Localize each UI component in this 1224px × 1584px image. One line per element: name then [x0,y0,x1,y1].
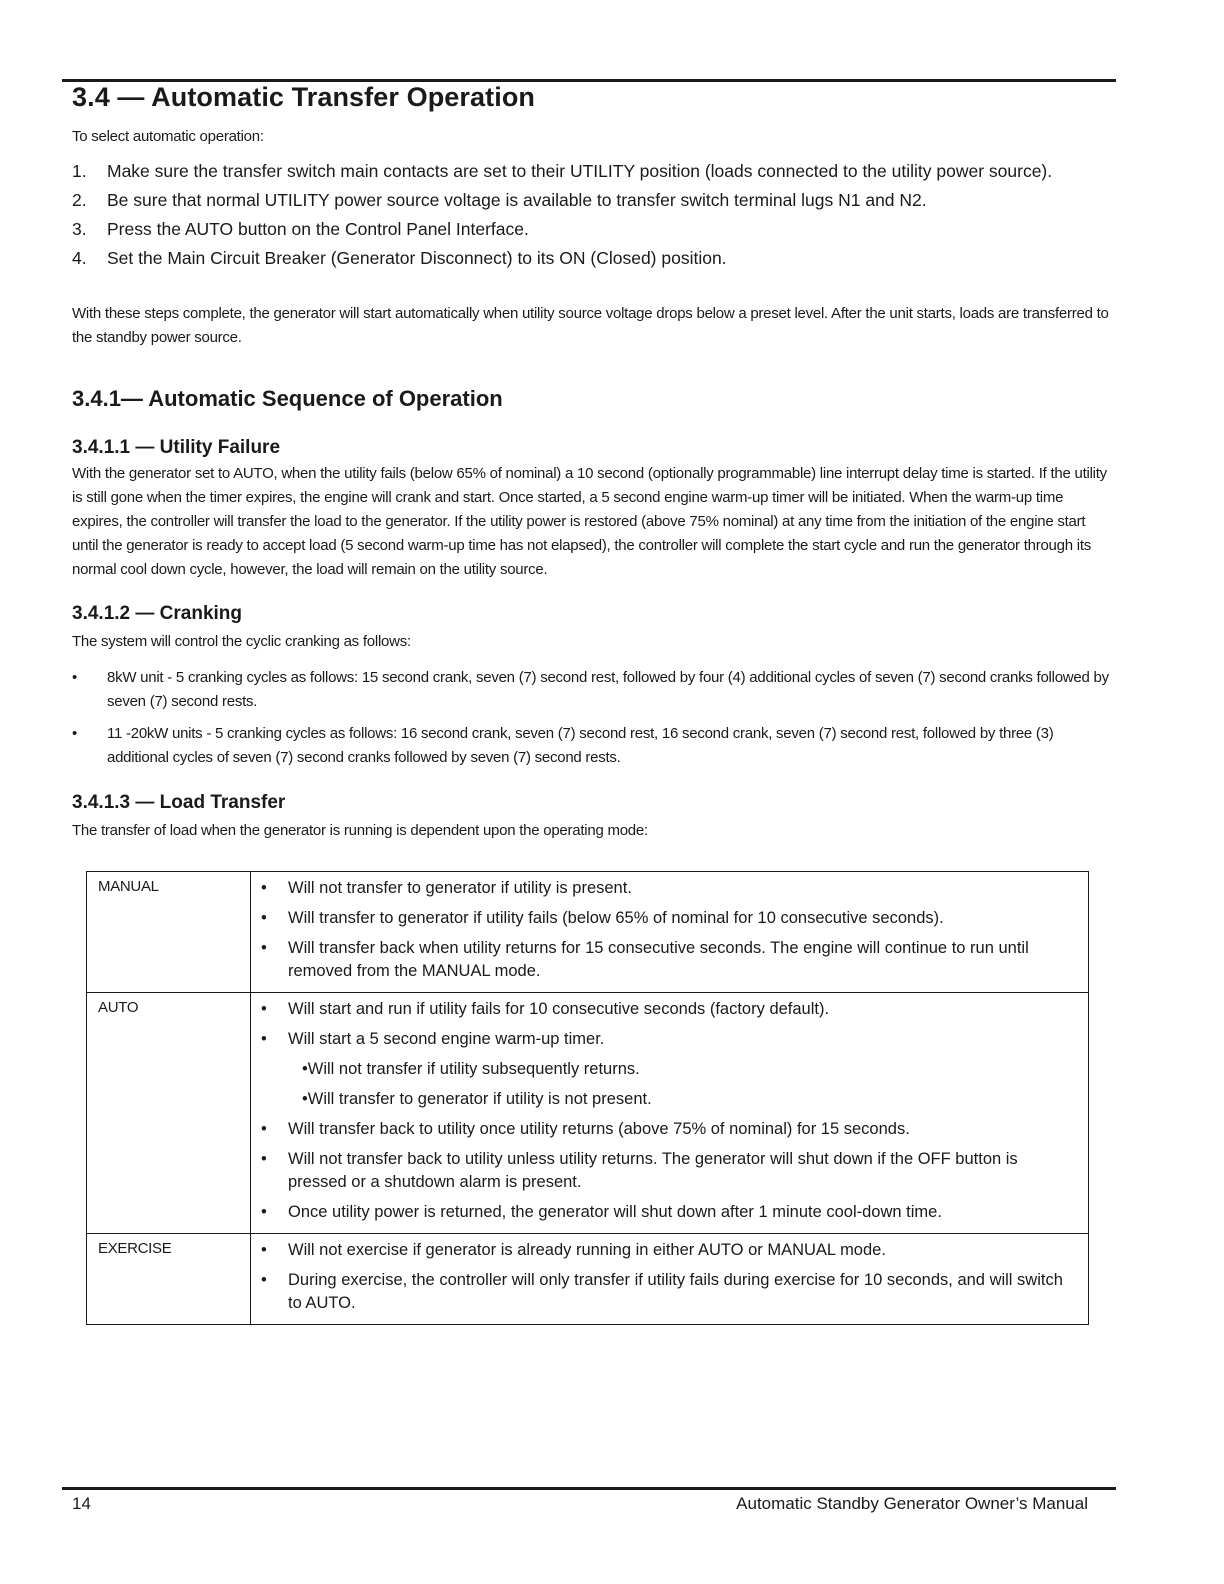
bullet-icon: • [261,1203,267,1221]
rule-item [261,937,1076,983]
rule-text: •Will transfer to generator if utility is not present. [302,1090,652,1108]
rule-text: Will transfer to generator if utility fails (below 65% of nominal for 10 consecutive seconds). [288,909,944,927]
table-row [87,872,1089,993]
section-summary: With these steps complete, the generator will start automatically when utility source voltage drops below a preset level. After the unit starts, loads are transferred to the standby power source. [72,305,1109,346]
bullet-icon: • [261,1030,267,1048]
rule-item [261,1269,1076,1315]
rule-item [261,1201,1076,1224]
rules-cell [251,1234,1089,1325]
rules-cell [251,872,1089,993]
step-number: 1. [72,161,87,181]
mode-table [86,871,1089,1325]
load-transfer-intro: The transfer of load when the generator is running is dependent upon the operating mode: [72,822,648,839]
bullet-icon: • [261,1120,267,1138]
rule-text: During exercise, the controller will only transfer if utility fails during exercise for 10 seconds, and will switch to AUTO. [288,1271,1063,1312]
section-intro: To select automatic operation: [72,128,264,145]
step-text: Make sure the transfer switch main contacts are set to their UTILITY position (loads connected to the utility power source). [107,161,1053,181]
rule-text: Will transfer back to utility once utility returns (above 75% of nominal) for 15 seconds. [288,1120,910,1138]
mode-cell: EXERCISE [87,1234,251,1325]
step-item [72,189,1112,212]
step-number: 4. [72,248,87,268]
utility-failure-text: With the generator set to AUTO, when the utility fails (below 65% of nominal) a 10 second (optionally programmable) line interrupt delay time is started. If the utility is still gone when the timer expires, the engine will crank and start. Once started, a 5 second engine warm-up timer will be initiated. When the warm-up time expires, the controller will transfer the load to the generator. If the utility power is restored (above 75% nominal) at any time from the initiation of the engine start until the generator is ready to accept load (5 second warm-up time has not elapsed), the controller will complete the start cycle and run the generator through its normal cool down cycle, however, the load will remain on the utility source. [72,465,1107,578]
load-transfer-title: 3.4.1.3 — Load Transfer [72,792,286,813]
table-row [87,1234,1089,1325]
rule-text: Will transfer back when utility returns for 15 consecutive seconds. The engine will continue to run until removed from the MANUAL mode. [288,939,1029,980]
step-number: 3. [72,219,87,239]
bullet-icon: • [261,879,267,897]
cranking-bullet: • 11 -20kW units - 5 cranking cycles as follows: 16 second crank, seven (7) second rest, 16 second crank, seven (7) second rest, followed by three (3) additional cycles of seven (7) second cranks followed by seven (7) second rests. [72,722,1112,770]
rule-text: Will start and run if utility fails for 10 consecutive seconds (factory default). [288,1000,830,1018]
step-number: 2. [72,190,87,210]
cranking-title: 3.4.1.2 — Cranking [72,603,243,624]
bottom-rule [62,1487,1116,1490]
rule-item [261,998,1076,1021]
step-text: Press the AUTO button on the Control Panel Interface. [107,219,529,239]
page-number: 14 [72,1494,91,1513]
bullet-icon: • [261,939,267,957]
rule-text: Will not transfer to generator if utility is present. [288,879,632,897]
rule-text: Will not transfer back to utility unless utility returns. The generator will shut down if the OFF button is pressed or a shutdown alarm is present. [288,1150,1018,1191]
footer-manual-title: Automatic Standby Generator Owner’s Manual [736,1494,1088,1513]
rule-item [261,877,1076,900]
sequence-title: 3.4.1— Automatic Sequence of Operation [72,386,503,411]
steps-list [72,160,1112,276]
bullet-icon: • [261,1150,267,1168]
bullet-icon: • [261,1271,267,1289]
utility-failure-title: 3.4.1.1 — Utility Failure [72,437,281,458]
step-text: Set the Main Circuit Breaker (Generator Disconnect) to its ON (Closed) position. [107,248,727,268]
rule-item [261,1028,1076,1051]
rule-item [261,1148,1076,1194]
rule-text: •Will not transfer if utility subsequently returns. [302,1060,640,1078]
rule-text: Will start a 5 second engine warm-up timer. [288,1030,605,1048]
bullet-icon: • [261,909,267,927]
rules-cell [251,993,1089,1234]
rule-item [261,1118,1076,1141]
bullet-icon: • [261,1241,267,1259]
step-item [72,218,1112,241]
step-item [72,247,1112,270]
rule-subitem [261,1088,1076,1111]
cranking-bullet: • 8kW unit - 5 cranking cycles as follows: 15 second crank, seven (7) second rest, followed by four (4) additional cycles of seven (7) second cranks followed by seven (7) second rests. [72,666,1112,714]
rule-subitem [261,1058,1076,1081]
cranking-intro: The system will control the cyclic cranking as follows: [72,633,411,650]
step-text: Be sure that normal UTILITY power source voltage is available to transfer switch terminal lugs N1 and N2. [107,190,927,210]
step-item [72,160,1112,183]
rule-item [261,1239,1076,1262]
bullet-icon: • [261,1000,267,1018]
mode-cell: AUTO [87,993,251,1234]
rule-text: Will not exercise if generator is already running in either AUTO or MANUAL mode. [288,1241,886,1259]
rule-item [261,907,1076,930]
mode-cell: MANUAL [87,872,251,993]
table-row [87,993,1089,1234]
cranking-bullets [72,666,1112,778]
rule-text: Once utility power is returned, the generator will shut down after 1 minute cool-down time. [288,1203,942,1221]
section-title: 3.4 — Automatic Transfer Operation [72,82,536,112]
